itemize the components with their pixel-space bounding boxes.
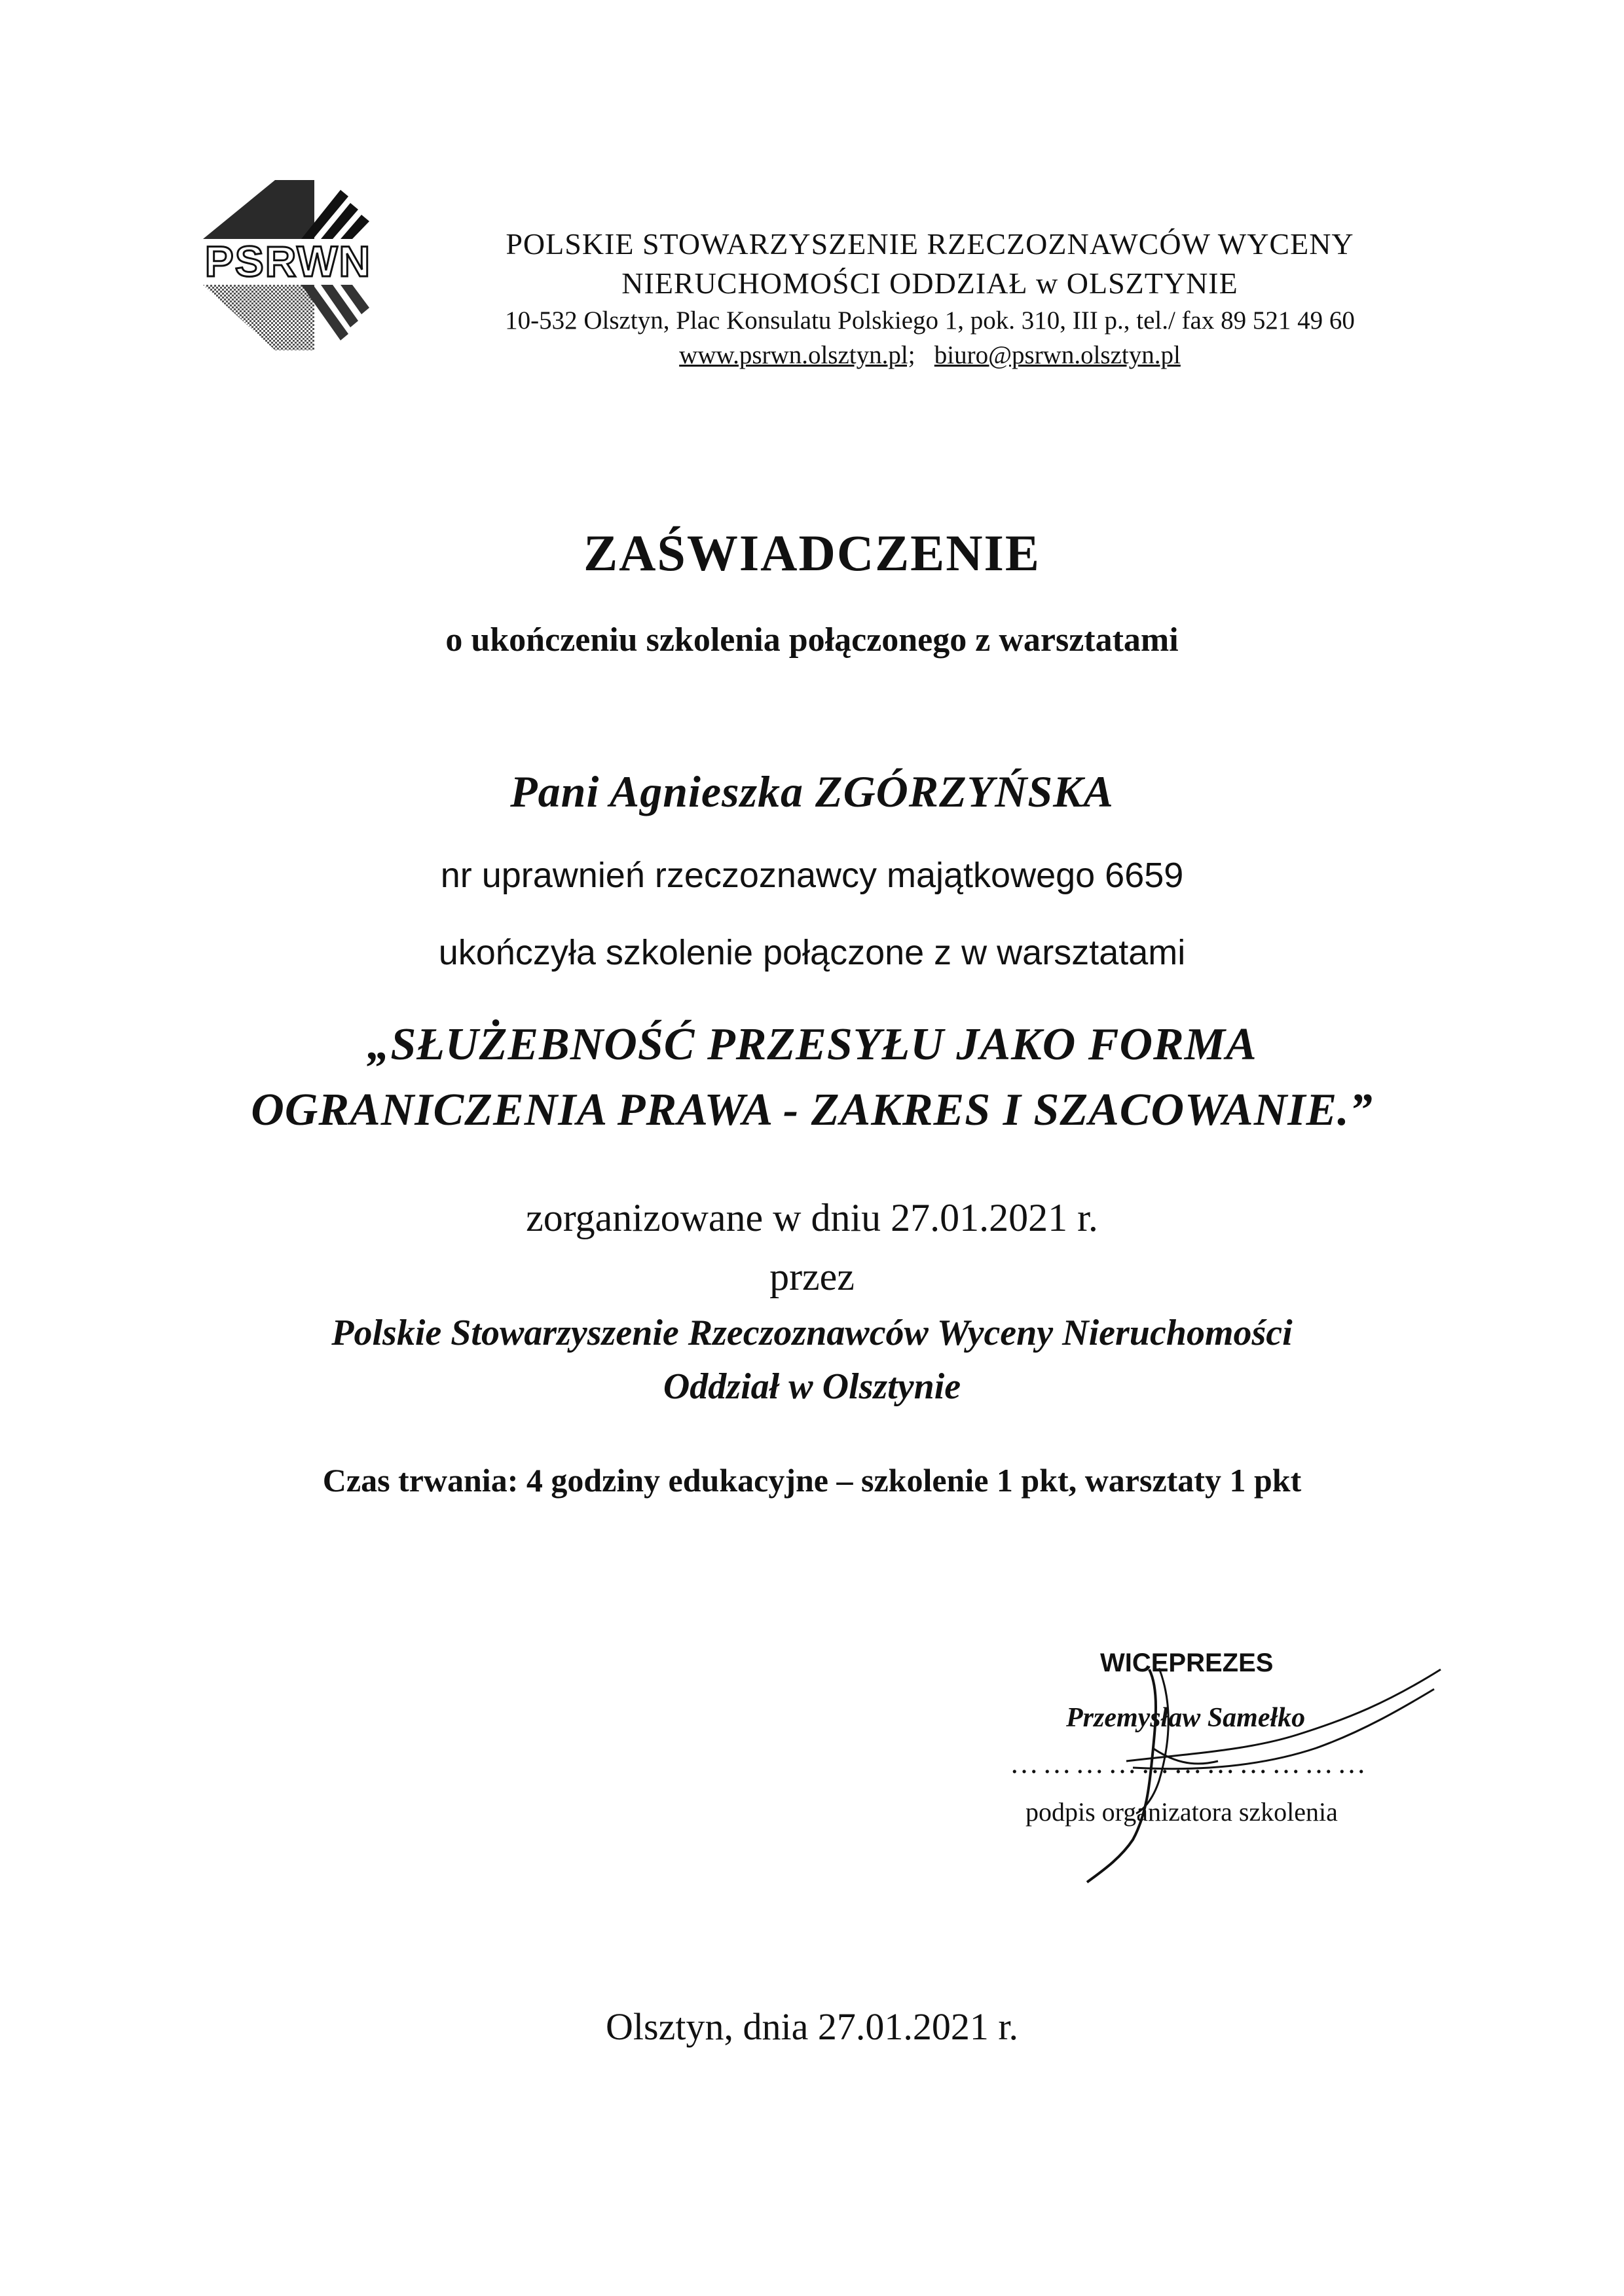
by-text: przez bbox=[769, 1255, 855, 1298]
stamp-title: WICEPREZES bbox=[1100, 1649, 1274, 1677]
recipient-name: Pani Agnieszka ZGÓRZYŃSKA bbox=[510, 767, 1114, 816]
organizer-line-2: Oddział w Olsztynie bbox=[663, 1366, 961, 1407]
completion-text: ukończyła szkolenie połączone z w warsztatami bbox=[438, 933, 1186, 972]
place-and-date: Olsztyn, dnia 27.01.2021 r. bbox=[606, 2005, 1018, 2048]
license-number: nr uprawnień rzeczoznawcy majątkowego 6659 bbox=[440, 856, 1184, 895]
header-contacts bbox=[419, 342, 1441, 368]
email-link[interactable]: biuro@psrwn.olsztyn.pl bbox=[934, 341, 1181, 369]
organizer-line-1: Polskie Stowarzyszenie Rzeczoznawców Wyceny Nieruchomości bbox=[331, 1313, 1293, 1353]
signature-dotted-line: …………………………… bbox=[1010, 1747, 1370, 1779]
certificate-subtitle: o ukończeniu szkolenia połączonego z warsztatami bbox=[445, 621, 1179, 659]
header-line-2: NIERUCHOMOŚCI ODDZIAŁ w OLSZTYNIE bbox=[621, 266, 1238, 300]
organized-date: zorganizowane w dniu 27.01.2021 r. bbox=[526, 1196, 1098, 1239]
website-link[interactable]: www.psrwn.olsztyn.pl; bbox=[679, 341, 915, 369]
certificate-title: ZAŚWIADCZENIE bbox=[583, 524, 1041, 581]
handwritten-signature bbox=[1022, 1663, 1454, 1886]
stamp-name: Przemysław Samełko bbox=[1066, 1703, 1306, 1733]
signature-caption: podpis organizatora szkolenia bbox=[1025, 1797, 1338, 1827]
logo-text: PSRWN bbox=[204, 237, 372, 285]
course-title-line-1: „SŁUŻEBNOŚĆ PRZESYŁU JAKO FORMA bbox=[367, 1019, 1257, 1070]
duration-text: Czas trwania: 4 godziny edukacyjne – szkolenie 1 pkt, warsztaty 1 pkt bbox=[322, 1462, 1302, 1499]
course-title-line-2: OGRANICZENIA PRAWA - ZAKRES I SZACOWANIE.” bbox=[251, 1085, 1373, 1135]
header-address: 10-532 Olsztyn, Plac Konsulatu Polskiego 1, pok. 310, III p., tel./ fax 89 521 49 60 bbox=[505, 306, 1355, 335]
header-line-1: POLSKIE STOWARZYSZENIE RZECZOZNAWCÓW WYCENY bbox=[506, 227, 1354, 261]
psrwn-logo bbox=[177, 177, 399, 373]
